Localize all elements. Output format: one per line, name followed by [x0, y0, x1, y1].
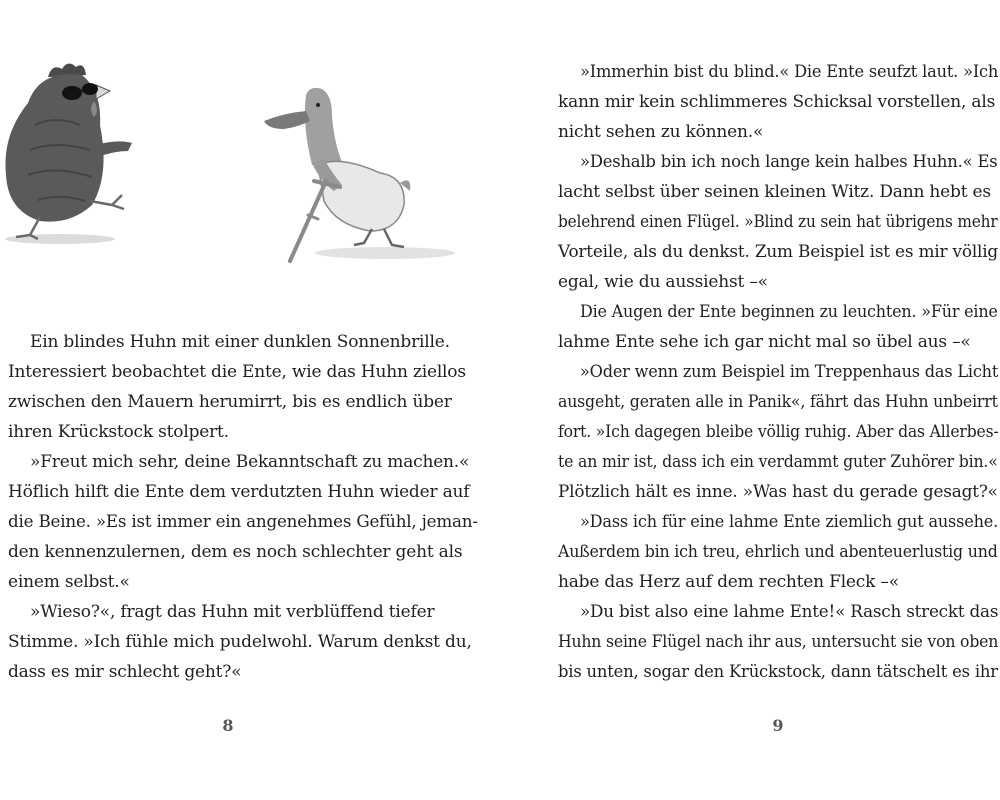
text-line: Huhn seine Flügel nach ihr aus, untersucht sie von oben: [558, 632, 999, 652]
duck-figure: [264, 88, 410, 261]
text-line: lacht selbst über seinen kleinen Witz. Dann hebt es: [558, 182, 991, 202]
text-line: »Oder wenn zum Beispiel im Treppenhaus das Licht: [580, 362, 999, 382]
text-line: Interessiert beobachtet die Ente, wie das Huhn ziellos: [8, 362, 466, 382]
text-line: habe das Herz auf dem rechten Fleck –«: [558, 572, 899, 592]
text-line: nicht sehen zu können.«: [558, 122, 764, 142]
text-line: Ein blindes Huhn mit einer dunklen Sonnenbrille.: [30, 332, 450, 352]
right-page: [500, 0, 1000, 800]
text-line: zwischen den Mauern herumirrt, bis es endlich über: [8, 392, 452, 412]
left-page-text: [8, 332, 478, 692]
duck-shadow: [315, 247, 455, 259]
text-line: ihren Krückstock stolpert.: [8, 422, 229, 442]
text-line: »Wieso?«, fragt das Huhn mit verblüffend tiefer: [30, 602, 435, 622]
text-line: Vorteile, als du denkst. Zum Beispiel ist es mir völlig: [558, 242, 999, 262]
page-number-left: 8: [222, 716, 234, 735]
text-line: Stimme. »Ich fühle mich pudelwohl. Warum denkst du,: [8, 632, 472, 652]
text-line: Außerdem bin ich treu, ehrlich und abenteuerlustig und: [558, 542, 998, 562]
text-line: kann mir kein schlimmeres Schicksal vorstellen, als: [558, 92, 996, 112]
text-line: die Beine. »Es ist immer ein angenehmes Gefühl, jeman-: [8, 512, 478, 532]
page-number-right: 9: [772, 716, 784, 735]
text-line: bis unten, sogar den Krückstock, dann tätschelt es ihr: [558, 662, 998, 682]
text-line: fort. »Ich dagegen bleibe völlig ruhig. Aber das Allerbes-: [558, 422, 999, 442]
text-line: »Du bist also eine lahme Ente!« Rasch streckt das: [580, 602, 999, 622]
text-line: einem selbst.«: [8, 572, 130, 592]
text-line: Höflich hilft die Ente dem verdutzten Huhn wieder auf: [8, 482, 470, 502]
text-line: egal, wie du aussiehst –«: [558, 272, 768, 292]
text-line: »Deshalb bin ich noch lange kein halbes Huhn.« Es: [580, 152, 998, 172]
text-line: Die Augen der Ente beginnen zu leuchten. »Für eine: [580, 302, 998, 322]
text-line: »Dass ich für eine lahme Ente ziemlich gut aussehe.: [580, 512, 999, 532]
text-line: lahme Ente sehe ich gar nicht mal so übel aus –«: [558, 332, 971, 352]
text-line: »Immerhin bist du blind.« Die Ente seufzt laut. »Ich: [580, 62, 999, 82]
text-line: »Freut mich sehr, deine Bekanntschaft zu machen.«: [30, 452, 470, 472]
text-line: belehrend einen Flügel. »Blind zu sein hat übrigens mehr: [558, 212, 998, 232]
text-line: te an mir ist, dass ich ein verdammt guter Zuhörer bin.«: [558, 452, 998, 472]
chicken-figure: [5, 63, 132, 239]
text-line: Plötzlich hält es inne. »Was hast du gerade gesagt?«: [558, 482, 998, 502]
text-line: dass es mir schlecht geht?«: [8, 662, 242, 682]
text-line: ausgeht, geraten alle in Panik«, fährt das Huhn unbeirrt: [558, 392, 998, 412]
chicken-and-duck-illustration: [0, 55, 470, 280]
right-page-text: [558, 62, 998, 692]
text-line: den kennenzulernen, dem es noch schlechter geht als: [8, 542, 463, 562]
